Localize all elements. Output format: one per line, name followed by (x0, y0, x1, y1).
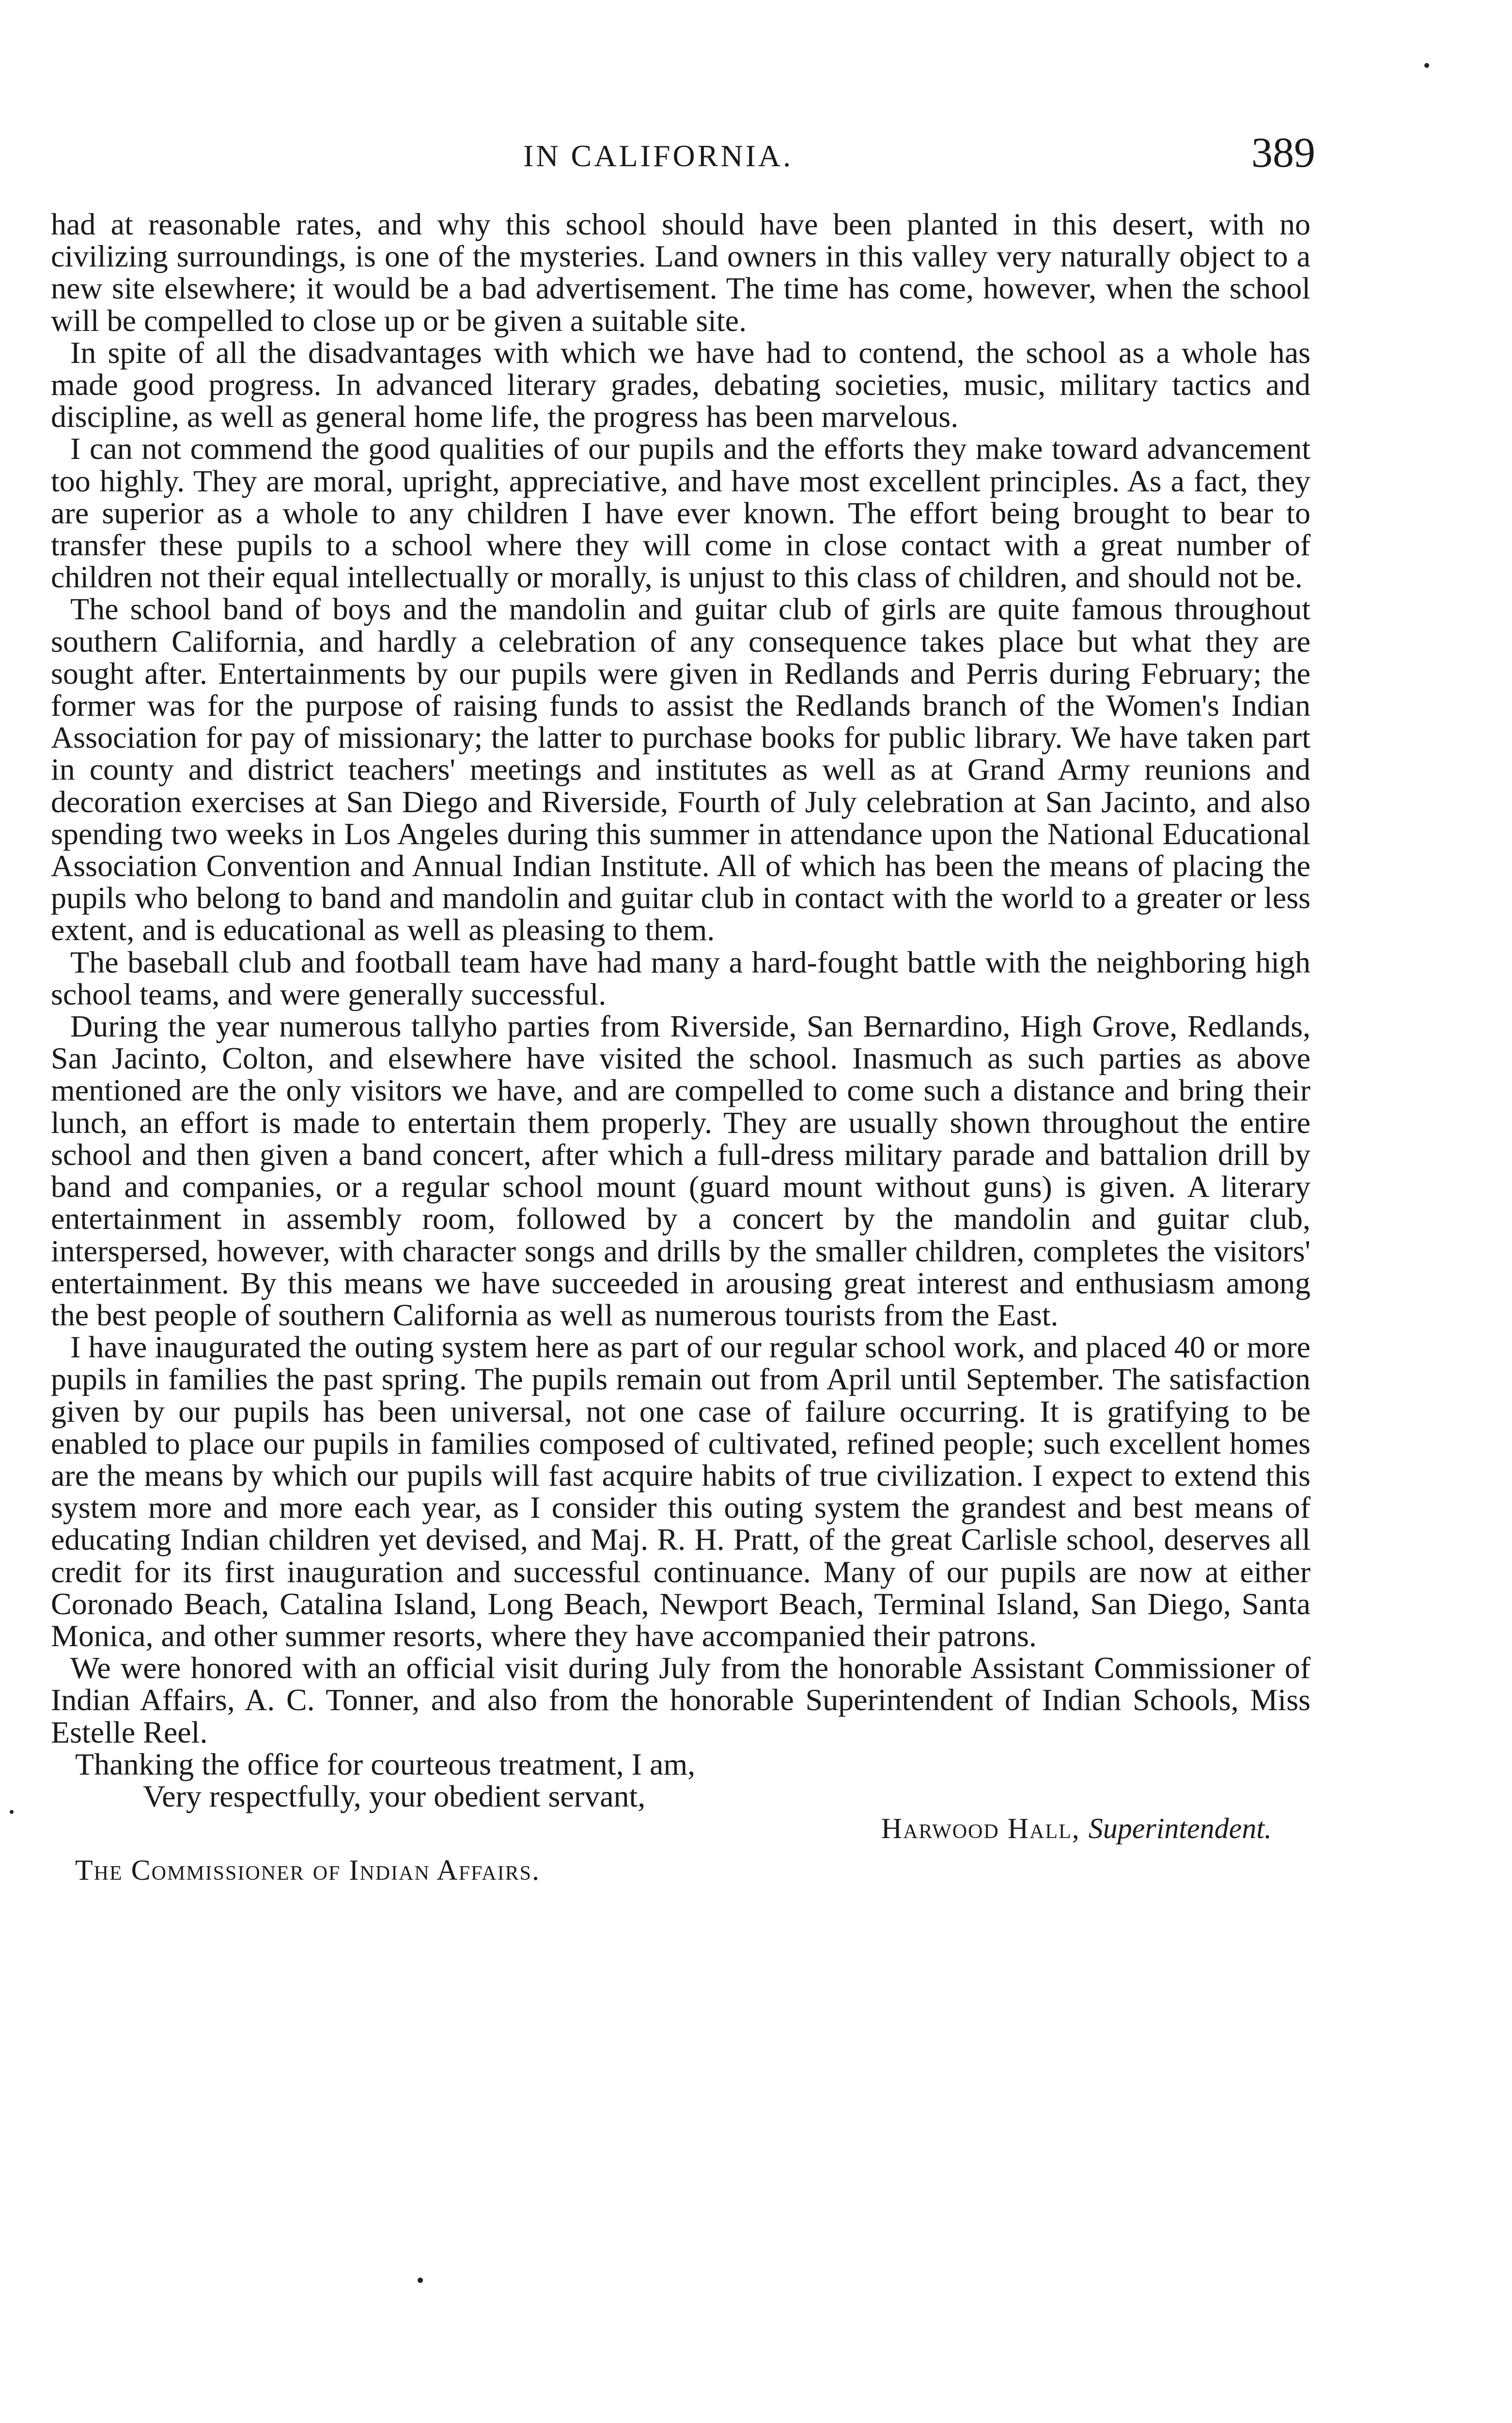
print-speck (1424, 63, 1429, 68)
paragraph-school-band: The school band of boys and the mandolin and guitar club of girls are quite famous throughout southern California, and hardly a celebration of any consequence takes place but what they are sought after. Entertainments by our pupils were given in Redlands and Perris during February; the former was for the purpose of raising funds to assist the Redlands branch of the Women's Indian Association for pay of missionary; the latter to purchase books for public library. We have taken part in county and district teachers' meetings and institutes as well as at Grand Army reunions and decoration exercises at San Diego and Riverside, Fourth of July celebration at San Jacinto, and also spending two weeks in Los Angeles during this summer in attendance upon the National Educational Association Convention and Annual Indian Institute. All of which has been the means of placing the pupils who belong to band and mandolin and guitar club in contact with the world to a greater or less extent, and is educational as well as pleasing to them. (51, 592, 1310, 947)
paragraph-pupils-qualities: I can not commend the good qualities of our pupils and the efforts they make toward advancement too highly. They are moral, upright, appreciative, and have most excellent principles. As a fact, they are superior as a whole to any children I have ever known. The effort being brought to bear to transfer these pupils to a school where they will come in close contact with a great number of children not their equal intellectually or morally, is unjust to this class of children, and should not be. (51, 431, 1310, 595)
paragraph-baseball: The baseball club and football team have had many a hard-fought battle with the neighboring high school teams, and were generally successful. (51, 944, 1310, 1011)
print-speck (418, 2278, 423, 2283)
addressee: The Commissioner of Indian Affairs. (75, 1854, 540, 1887)
page-header (523, 128, 1327, 182)
running-head: IN CALIFORNIA. (523, 139, 794, 173)
paragraph-outing-system: I have inaugurated the outing system here as part of our regular school work, and placed 40 or more pupils in families the past spring. The pupils remain out from April until September. The satisfaction given by our pupils has been universal, not one case of failure occurring. It is gratifying to be enabled to place our pupils in families composed of cultivated, refined people; such excellent homes are the means by which our pupils will fast acquire habits of true civilization. I expect to extend this system more and more each year, as I consider this outing system the grandest and best means of educating Indian children yet devised, and Maj. R. H. Pratt, of the great Carlisle school, deserves all credit for its first inauguration and successful continuance. Many of our pupils are now at either Coronado Beach, Catalina Island, Long Beach, Newport Beach, Terminal Island, San Diego, Santa Monica, and other summer resorts, where they have accompanied their patrons. (51, 1330, 1310, 1653)
signature (51, 1812, 1310, 1844)
closing-valediction: Very respectfully, your obedient servant, (143, 1778, 646, 1813)
paragraph-tallyho-parties: During the year numerous tallyho parties from Riverside, San Bernardino, High Grove, Redlands, San Jacinto, Colton, and elsewhere have visited the school. Inasmuch as such parties as above mentioned are the only visitors we have, and are compelled to come such a distance and bring their lunch, an effort is made to entertain them properly. They are usually shown throughout the entire school and then given a band concert, after which a full-dress military parade and battalion drill by band and companies, or a regular school mount (guard mount without guns) is given. A literary entertainment in assembly room, followed by a concert by the mandolin and guitar club, interspersed, however, with character songs and drills by the smaller children, completes the visitors' entertainment. By this means we have succeeded in arousing great interest and enthusiasm among the best people of southern California as well as numerous tourists from the East. (51, 1009, 1310, 1332)
signature-title: Superintendent. (1088, 1812, 1272, 1845)
signature-name: Harwood Hall, (881, 1812, 1080, 1845)
paragraph-disadvantages: In spite of all the disadvantages with which we have had to contend, the school as a whole has made good progress. In advanced literary grades, debating societies, music, military tactics and discipline, as well as general home life, the progress has been marvelous. (51, 335, 1310, 434)
closing-thanks: Thanking the office for courteous treatment, I am, (75, 1746, 696, 1781)
paragraph-continuation: had at reasonable rates, and why this school should have been planted in this desert, with no civilizing surroundings, is one of the mysteries. Land owners in this valley very naturally object to a new site elsewhere; it would be a bad advertisement. The time has come, however, when the school will be compelled to close up or be given a suitable site. (51, 207, 1310, 338)
print-speck (10, 1810, 14, 1814)
page-number: 389 (1251, 129, 1315, 176)
body-text (51, 208, 1310, 1887)
paragraph-official-visit: We were honored with an official visit during July from the honorable Assistant Commissioner of Indian Affairs, A. C. Tonner, and also from the honorable Superintendent of Indian Schools, Miss Estelle Reel. (51, 1651, 1310, 1749)
